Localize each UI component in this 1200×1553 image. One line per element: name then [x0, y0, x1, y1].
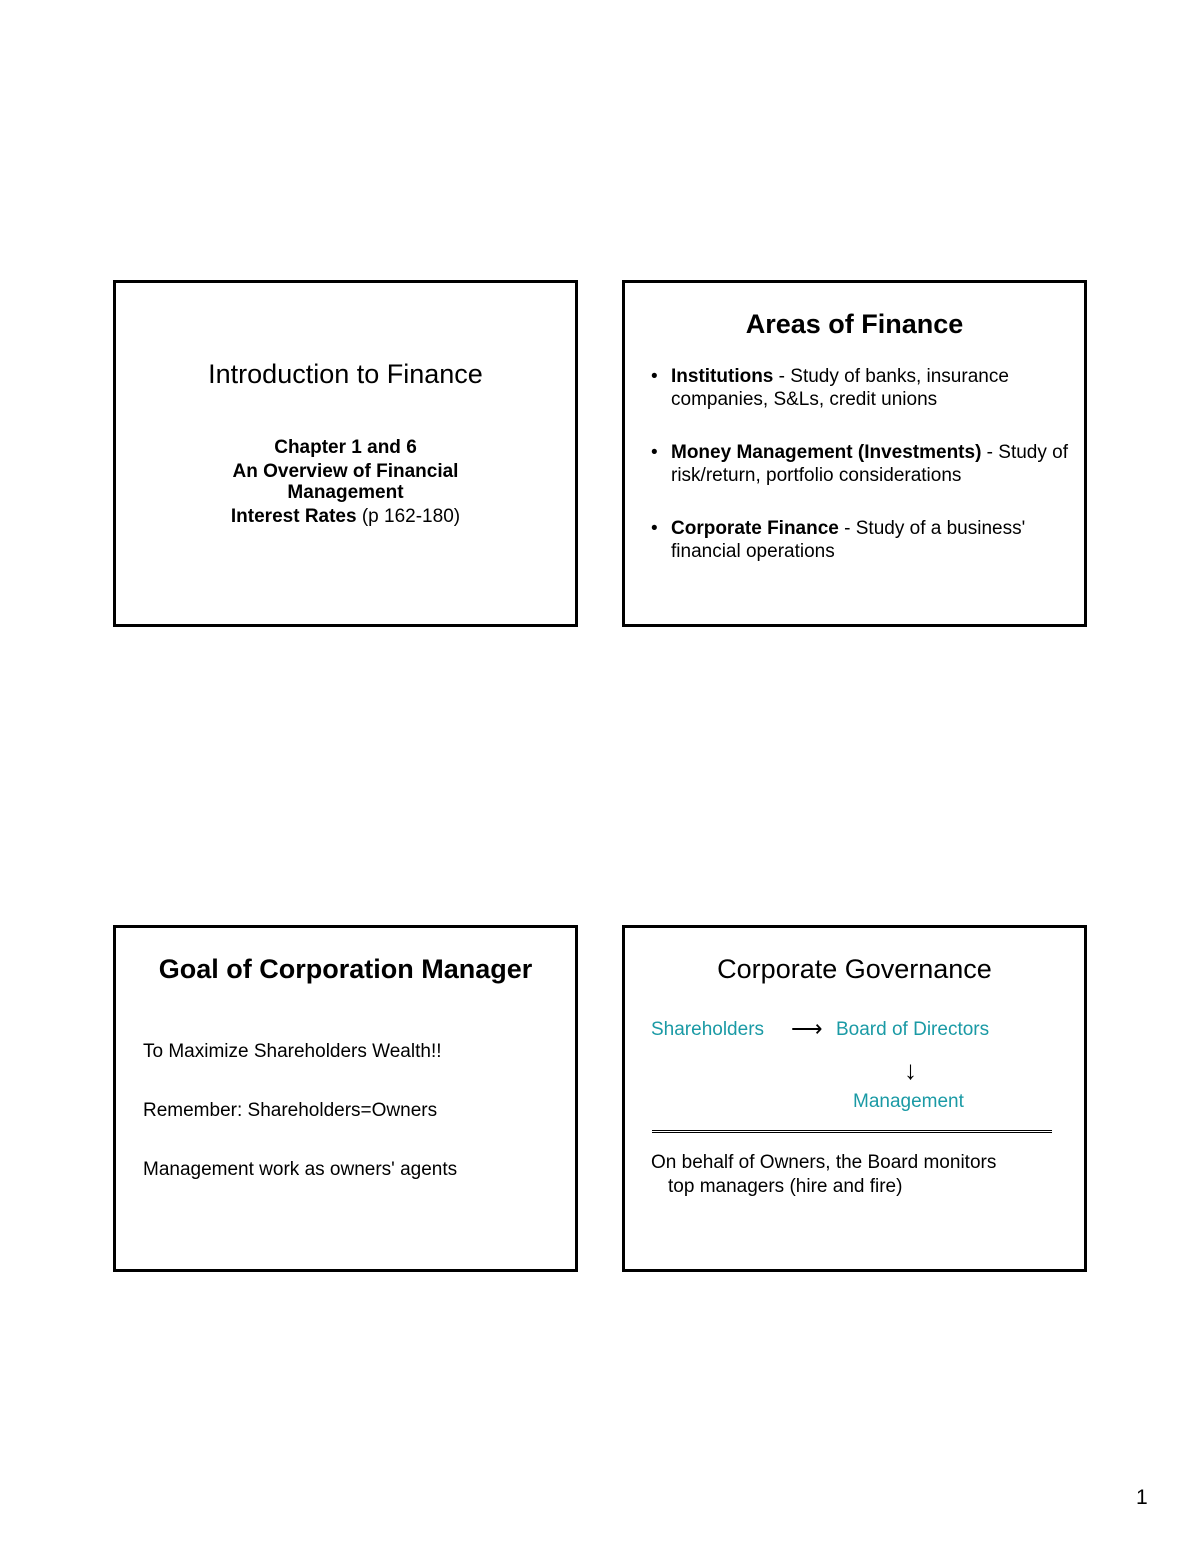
- slide-title: Areas of Finance: [745, 309, 964, 339]
- bullet-icon: •: [651, 366, 658, 387]
- shareholders-label: Shareholders: [651, 1019, 765, 1040]
- bullet-icon: •: [651, 518, 658, 539]
- remember-line: Remember: Shareholders=Owners: [143, 1100, 438, 1121]
- arrow-right-icon: ⟶: [791, 1016, 823, 1041]
- area-term: Corporate Finance: [671, 518, 839, 539]
- area-description: - Study of banks, insurance companies, S&Ls, credit unions: [671, 366, 1009, 410]
- area-description: - Study of a business' financial operations: [671, 518, 1026, 562]
- board-label: Board of Directors: [836, 1019, 990, 1040]
- page-number: 1: [1136, 1486, 1148, 1509]
- list-item: [649, 441, 1069, 487]
- arrow-down-icon: ↓: [904, 1055, 917, 1085]
- chapter-line: Chapter 1 and 6: [274, 437, 417, 458]
- governance-note: [651, 1151, 1051, 1199]
- area-term: Money Management (Investments): [671, 442, 982, 463]
- areas-list: [649, 365, 1069, 593]
- slide-subtitle: [116, 437, 575, 527]
- agents-line: Management work as owners' agents: [143, 1159, 458, 1180]
- list-item: [649, 365, 1069, 411]
- slide-corporate-governance: [622, 925, 1087, 1272]
- note-line: top managers (hire and fire): [668, 1176, 903, 1197]
- management-line: Management: [287, 482, 404, 503]
- slide-introduction: [113, 280, 578, 627]
- divider: [652, 1130, 1052, 1133]
- slide-title: Corporate Governance: [717, 954, 992, 984]
- management-label: Management: [853, 1091, 964, 1112]
- interest-rates-pages: (p 162-180): [356, 506, 461, 527]
- overview-line: An Overview of Financial: [232, 461, 459, 482]
- interest-rates-line: [116, 506, 575, 527]
- slide-goal-of-manager: [113, 925, 578, 1272]
- note-line: On behalf of Owners, the Board monitors: [651, 1152, 997, 1173]
- goal-line: To Maximize Shareholders Wealth!!: [143, 1041, 442, 1062]
- interest-rates-label: Interest Rates: [230, 506, 357, 527]
- area-description: - Study of risk/return, portfolio considerations: [671, 442, 1069, 486]
- area-term: Institutions: [671, 366, 774, 387]
- slide-title: Introduction to Finance: [208, 359, 483, 389]
- bullet-icon: •: [651, 442, 658, 463]
- list-item: [649, 517, 1069, 563]
- slide-title: Goal of Corporation Manager: [158, 954, 533, 984]
- slide-areas-of-finance: [622, 280, 1087, 627]
